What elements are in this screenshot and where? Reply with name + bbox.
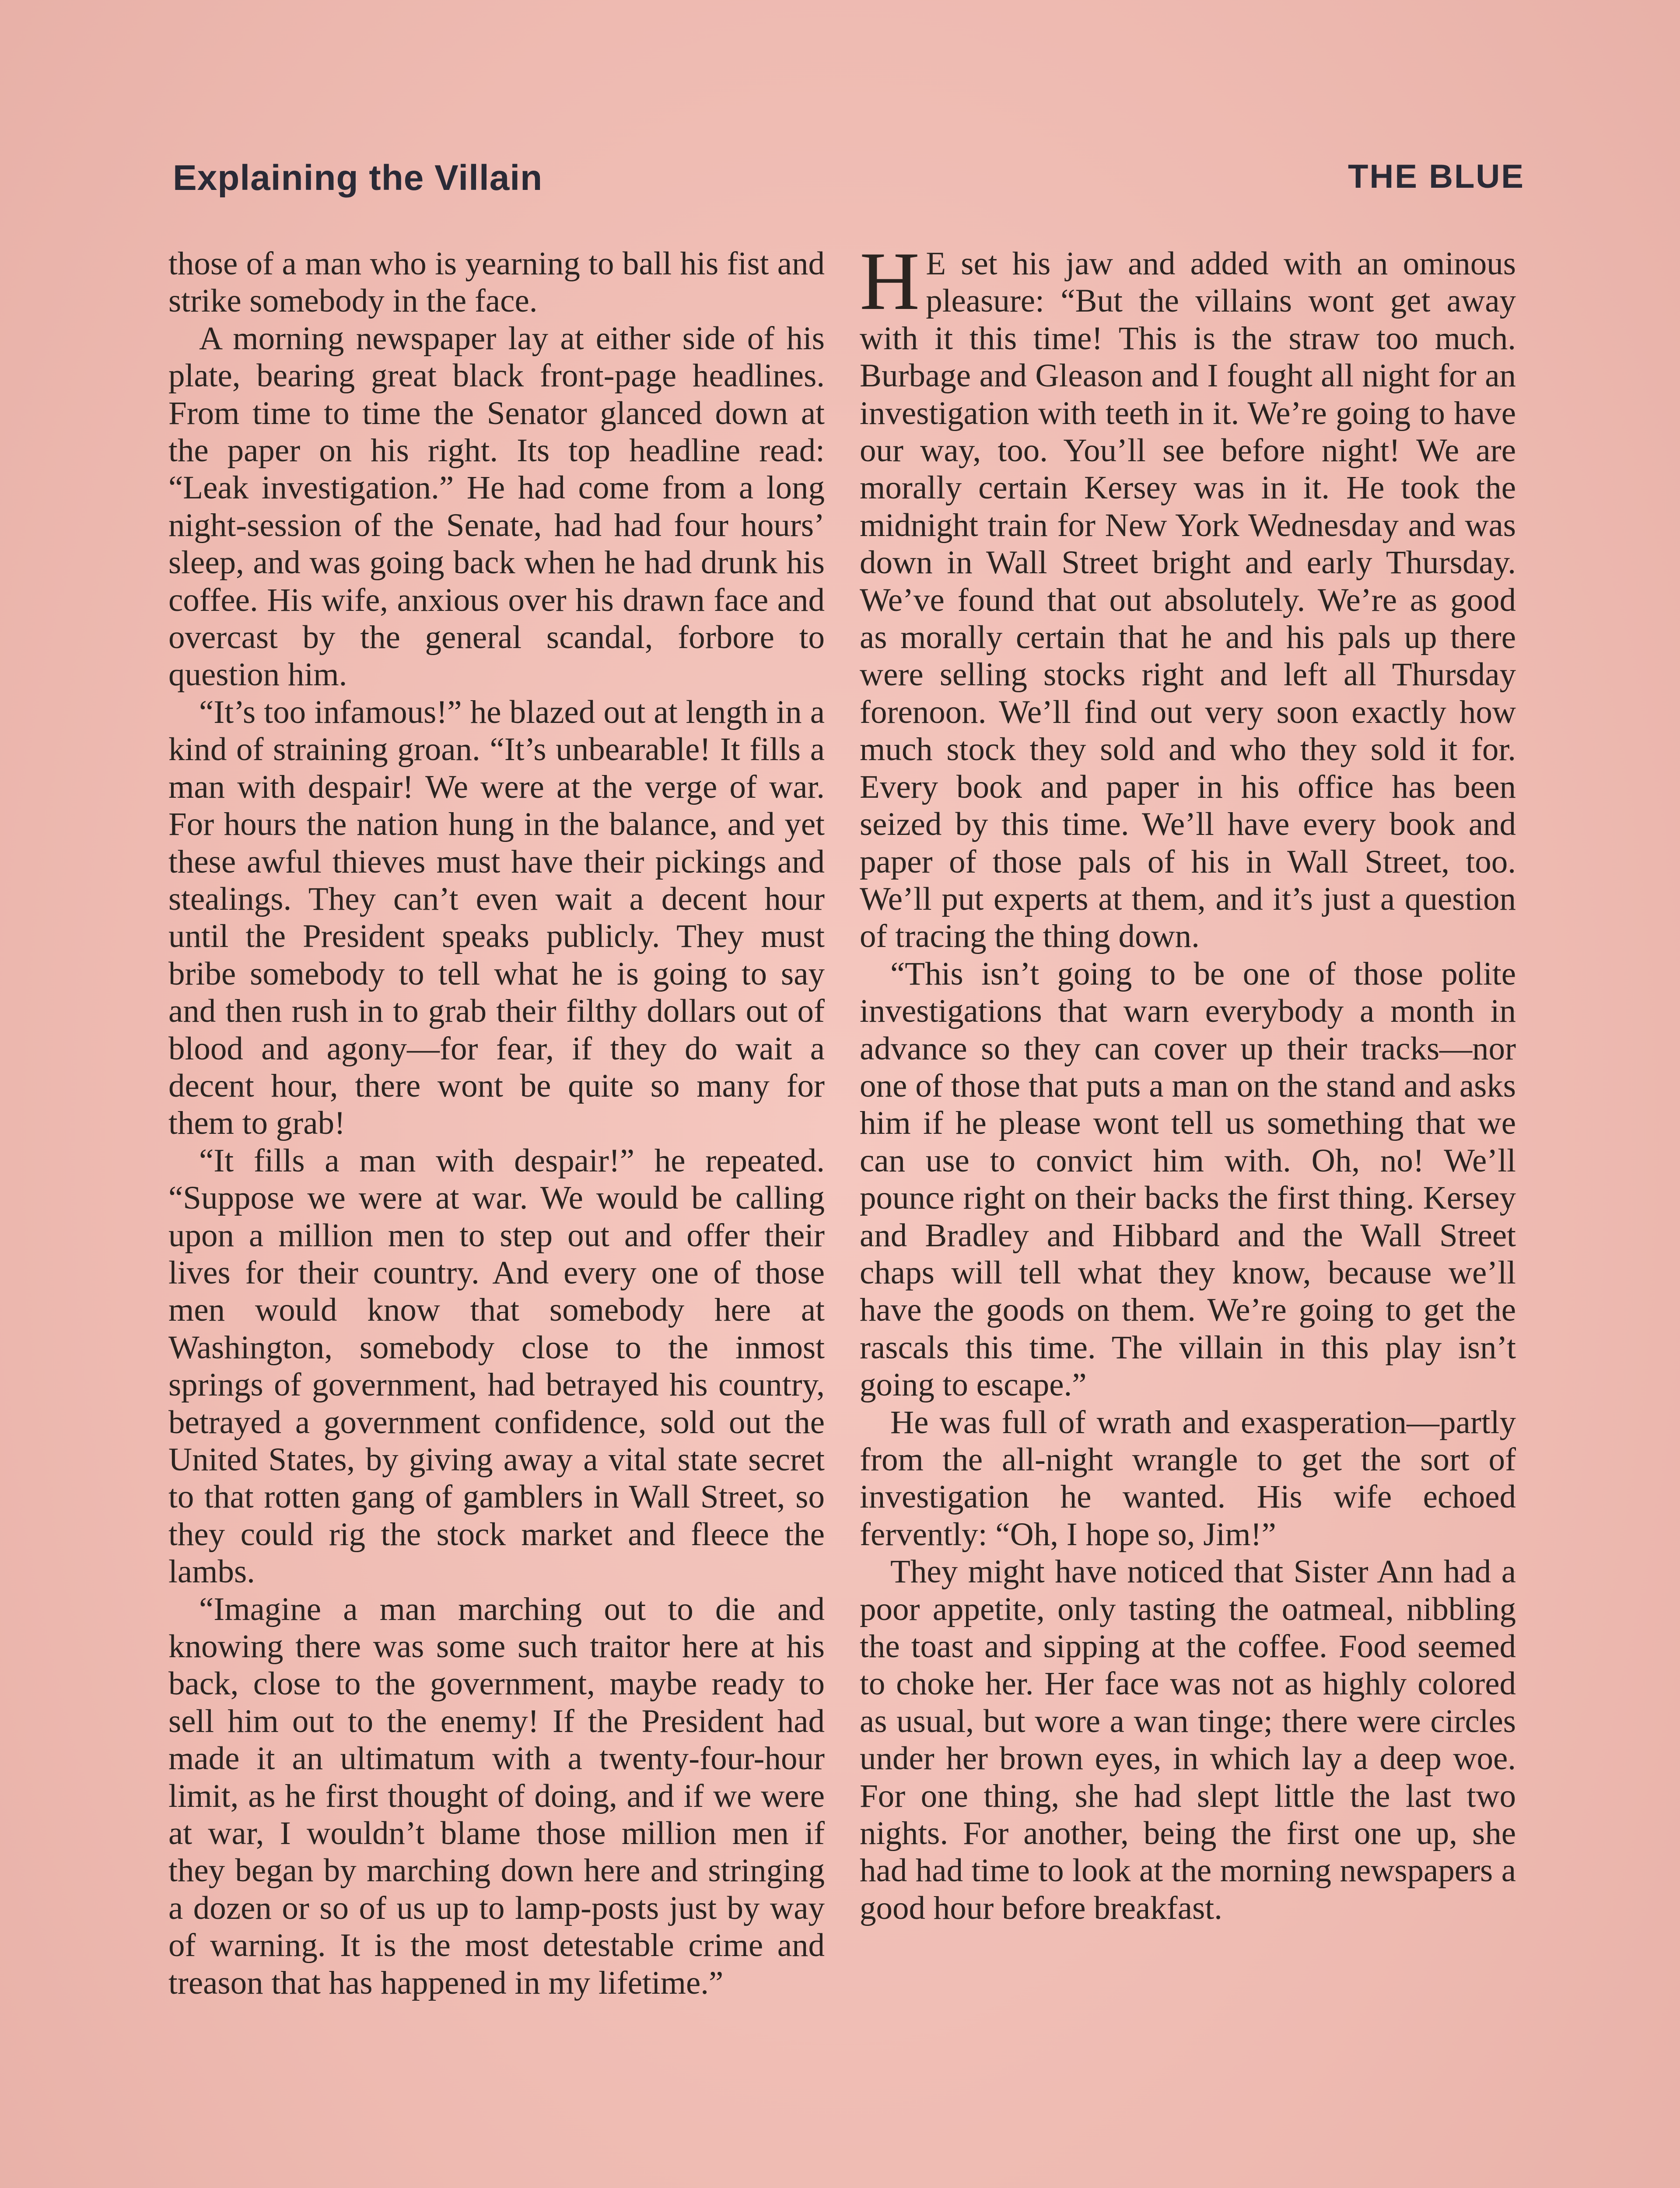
paragraph: He was full of wrath and exasperation—partly from the all-night wrangle to get the sort of investigation he wanted. His wife echoed fervently: “Oh, I hope so, Jim!”	[860, 1404, 1516, 1553]
paragraph-text: E set his jaw and added with an ominous pleasure: “But the villains wont get away with it this time! This is the straw too much. Burbage and Gleason and I fought all night for an investigation with teeth in it. We’re going to have our way, too. You’ll see before night! We are morally certain Kersey was in it. He took the midnight train for New York Wednesday and was down in Wall Street bright and early Thursday. We’ve found that out absolutely. We’re as good as morally certain that he and his pals up there were selling stocks right and left all Thursday forenoon. We’ll find out very soon exactly how much stock they sold and who they sold it for. Every book and paper in his office has been seized by this time. We’ll have every book and paper of those pals of his in Wall Street, too. We’ll put experts at them, and it’s just a question of tracing the thing down.	[860, 245, 1516, 955]
running-title-magazine: THE BLUE	[1348, 158, 1525, 195]
paragraph: “It fills a man with despair!” he repeated. “Suppose we were at war. We would be calling upon a million men to step out and offer their lives for their country. And every one of those men would know that somebody here at Washington, somebody close to the inmost springs of government, had betrayed his country, betrayed a government confidence, sold out the United States, by giving away a vital state secret to that rotten gang of gamblers in Wall Street, so they could rig the stock market and fleece the lambs.	[168, 1142, 825, 1590]
text-column-right	[860, 235, 1516, 1927]
running-title-story: Explaining the Villain	[173, 158, 543, 198]
paragraph: “It’s too infamous!” he blazed out at length in a kind of straining groan. “It’s unbearable! It fills a man with despair! We were at the verge of war. For hours the nation hung in the balance, and yet these awful thieves must have their pickings and stealings. They can’t even wait a decent hour until the President speaks publicly. They must bribe somebody to tell what he is going to say and then rush in to grab their filthy dollars out of blood and agony—for fear, if they do wait a decent hour, there wont be quite so many for them to grab!	[168, 694, 825, 1142]
paragraph: “Imagine a man marching out to die and knowing there was some such traitor here at his back, close to the government, maybe ready to sell him out to the enemy! If the President had made it an ultimatum with a twenty-four-hour limit, as he first thought of doing, and if we were at war, I wouldn’t blame those million men if they began by marching down here and stringing a dozen or so of us up to lamp-posts just by way of warning. It is the most detestable crime and treason that has happened in my lifetime.”	[168, 1591, 825, 2001]
paragraph: A morning newspaper lay at either side of his plate, bearing great black front-page headlines. From time to time the Senator glanced down at the paper on his right. Its top headline read: “Leak investigation.” He had come from a long night-session of the Senate, had had four hours’ sleep, and was going back when he had drunk his coffee. His wife, anxious over his drawn face and overcast by the general scandal, forbore to question him.	[168, 320, 825, 693]
running-header	[173, 158, 1525, 206]
paragraph: those of a man who is yearning to ball his fist and strike somebody in the face.	[168, 245, 825, 319]
paragraph: “This isn’t going to be one of those polite investigations that warn everybody a month in advance so they can cover up their tracks—nor one of those that puts a man on the stand and asks him if he please wont tell us something that we can use to convict him with. Oh, no! We’ll pounce right on their backs the first thing. Kersey and Bradley and Hibbard and the Wall Street chaps will tell what they know, because we’ll have the goods on them. We’re going to get the rascals this time. The villain in this play isn’t going to escape.”	[860, 955, 1516, 1403]
drop-cap: H	[860, 235, 920, 327]
paragraph-with-drop-cap	[860, 235, 1516, 955]
paragraph: They might have noticed that Sister Ann had a poor appetite, only tasting the oatmeal, nibbling the toast and sipping at the coffee. Food seemed to choke her. Her face was not as highly colored as usual, but wore a wan tinge; there were circles under her brown eyes, in which lay a deep woe. For one thing, she had slept little the last two nights. For another, being the first one up, she had had time to look at the morning newspapers a good hour before breakfast.	[860, 1553, 1516, 1926]
text-column-left	[168, 245, 825, 2002]
